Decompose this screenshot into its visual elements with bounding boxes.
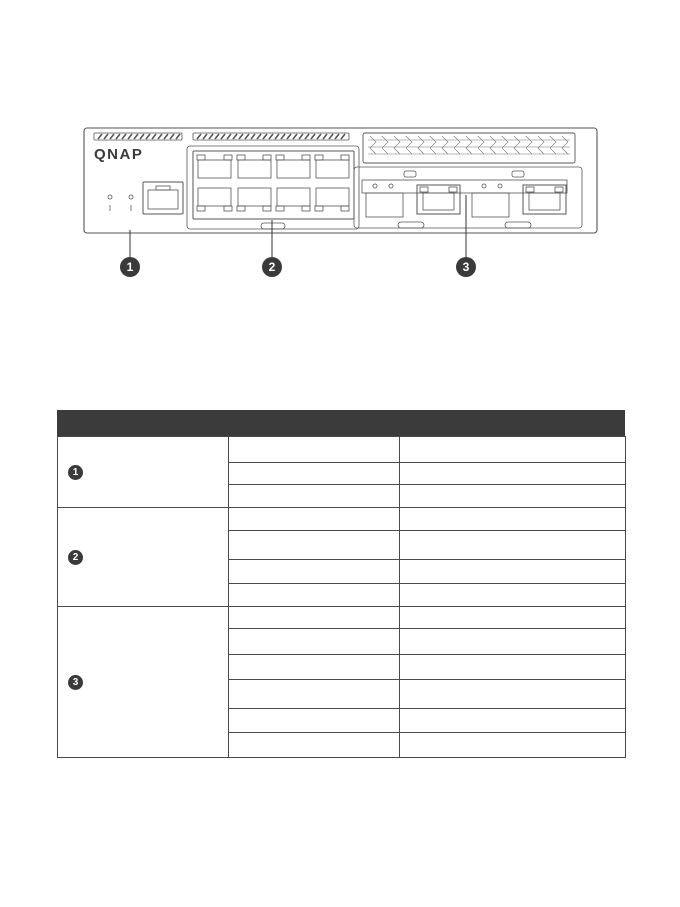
group-number-badge: 2 [68,550,83,565]
table-row [58,437,626,463]
group-cell-1 [58,437,229,508]
group-cell-3 [58,607,229,758]
component-cell [229,629,400,655]
brand-logo: QNAP [94,146,144,163]
component-cell [229,733,400,758]
description-cell [400,485,626,508]
component-cell [229,584,400,607]
group-cell-2 [58,508,229,607]
description-cell [400,584,626,607]
callout-badge-2: 2 [262,257,282,277]
component-cell [229,485,400,508]
component-table-body [57,436,626,758]
callout-badge-1: 1 [120,257,140,277]
component-cell [229,463,400,485]
group-number-badge: 3 [68,675,83,690]
description-cell [400,680,626,709]
description-cell [400,437,626,463]
component-cell [229,680,400,709]
description-cell [400,531,626,560]
component-cell [229,560,400,584]
table-row [58,508,626,531]
component-cell [229,709,400,733]
description-cell [400,463,626,485]
component-cell [229,655,400,680]
description-cell [400,655,626,680]
component-table [57,410,625,758]
component-cell [229,437,400,463]
description-cell [400,733,626,758]
callout-badge-3: 3 [456,257,476,277]
honeycomb-vent [363,133,575,163]
description-cell [400,709,626,733]
description-cell [400,560,626,584]
group-number-badge: 1 [68,465,83,480]
table-row [58,607,626,629]
switch-front-panel-illustration [0,0,680,300]
component-cell [229,531,400,560]
table-header [57,410,625,436]
description-cell [400,607,626,629]
component-cell [229,607,400,629]
description-cell [400,629,626,655]
description-cell [400,508,626,531]
component-cell [229,508,400,531]
